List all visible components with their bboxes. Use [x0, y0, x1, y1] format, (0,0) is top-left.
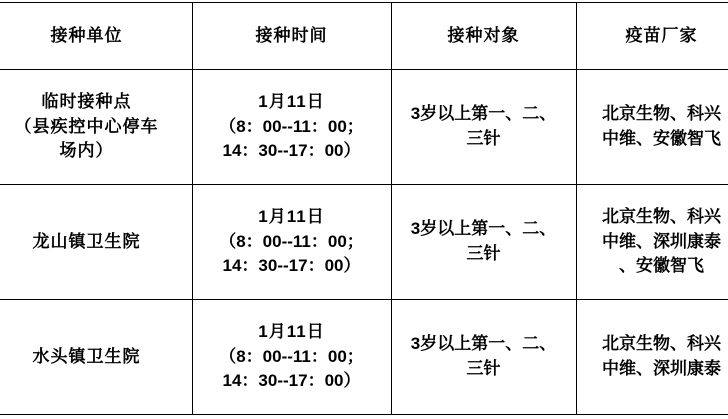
manufacturer-line: 北京生物、科兴 [602, 207, 721, 227]
manufacturer-lines [583, 332, 728, 381]
unit-lines [0, 345, 186, 370]
manufacturer-lines [583, 205, 728, 279]
manufacturer-lines [583, 102, 728, 151]
time-line: 14：30--17：00） [222, 371, 361, 391]
column-header-unit: 接种单位 [0, 3, 192, 70]
target-lines [398, 102, 570, 151]
target-line: 三针 [466, 244, 501, 263]
manufacturer-line: 北京生物、科兴 [602, 104, 721, 124]
table-row [0, 300, 728, 415]
column-header-target: 接种对象 [391, 3, 576, 70]
vaccination-schedule-table [0, 2, 728, 415]
unit-line: 场内） [59, 141, 114, 161]
cell-manufacturer [576, 300, 728, 415]
target-line: 三针 [466, 359, 501, 378]
column-header-manufacturer: 疫苗厂家 [576, 3, 728, 70]
time-line: 1月11日 [258, 92, 325, 112]
cell-time [192, 70, 391, 185]
time-lines [199, 205, 385, 279]
target-lines [398, 217, 570, 266]
manufacturer-line: 中维、安徽智飞 [602, 129, 721, 148]
manufacturer-line: 北京生物、科兴 [602, 334, 721, 354]
unit-line: 临时接种点 [41, 92, 132, 112]
time-lines [199, 90, 385, 164]
cell-time [192, 300, 391, 415]
time-line: 1月11日 [258, 207, 325, 227]
unit-line: 水头镇卫生院 [32, 346, 141, 366]
time-line: 14：30--17：00） [222, 256, 361, 276]
cell-unit [0, 300, 192, 415]
column-header-time: 接种时间 [192, 3, 391, 70]
table-header [0, 3, 728, 70]
cell-target [391, 185, 576, 300]
table-header-row [0, 3, 728, 70]
cell-unit [0, 185, 192, 300]
unit-lines [0, 230, 186, 255]
cell-target [391, 300, 576, 415]
cell-manufacturer [576, 185, 728, 300]
target-line: 三针 [466, 129, 501, 148]
table-row [0, 70, 728, 185]
time-line: 1月11日 [258, 322, 325, 342]
table-row [0, 185, 728, 300]
manufacturer-line: 、安徽智飞 [619, 256, 704, 276]
table-body [0, 70, 728, 415]
time-line: （8：00--11：00； [219, 231, 364, 251]
time-line: 14：30--17：00） [222, 141, 361, 161]
cell-time [192, 185, 391, 300]
target-lines [398, 332, 570, 381]
target-line: 3岁以上第一、二、 [410, 219, 557, 239]
unit-line: （县疾控中心停车 [14, 116, 159, 136]
target-line: 3岁以上第一、二、 [410, 334, 557, 354]
unit-line: 龙山镇卫生院 [32, 231, 141, 251]
time-lines [199, 320, 385, 394]
time-line: （8：00--11：00； [219, 116, 364, 136]
target-line: 3岁以上第一、二、 [410, 104, 557, 124]
cell-manufacturer [576, 70, 728, 185]
time-line: （8：00--11：00； [219, 346, 364, 366]
manufacturer-line: 中维、深圳康泰 [602, 359, 721, 378]
cell-target [391, 70, 576, 185]
manufacturer-line: 中维、深圳康泰 [602, 231, 721, 251]
cell-unit [0, 70, 192, 185]
unit-lines [0, 90, 186, 164]
